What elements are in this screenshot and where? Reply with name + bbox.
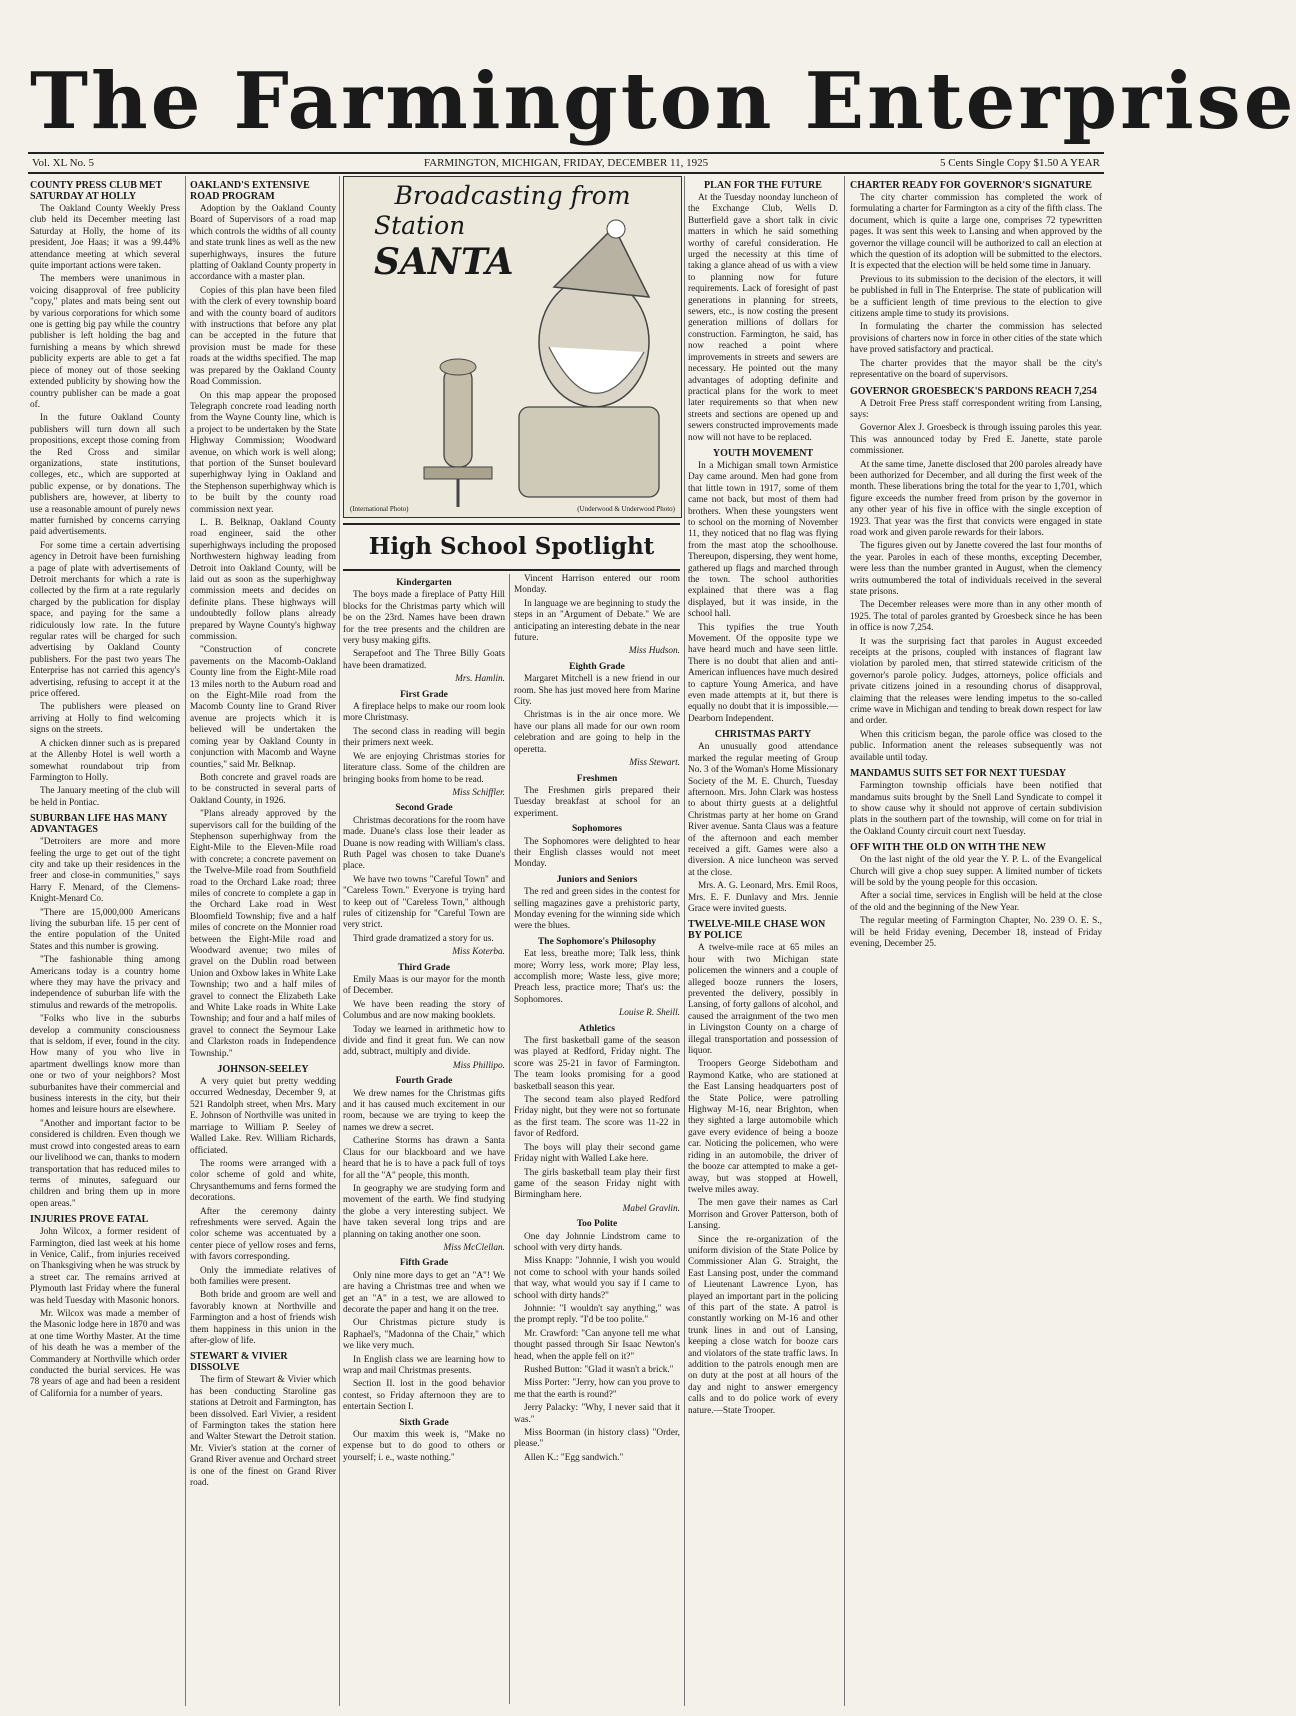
column-rule xyxy=(844,176,845,1706)
poem: Eat less, breathe more; Talk less, think more; Worry less, work more; Play less, accomplish more; Waste less, give more; Preach less, practice more; That's us: the Sophomores. xyxy=(514,949,680,1005)
paragraph: The Sophomores were delighted to hear their English classes would not meet Monday. xyxy=(514,836,680,870)
paragraph: In the future Oakland County publishers will turn down all such propositions, except those coming from the Red Cross and similar organizations, state institutions, colleges, etc., which are supported at public expense, or by donations. The publishers are, however, at liberty to use a reasonable amount of purely news matter furnished by concerns carrying paid advertisements. xyxy=(30,413,180,538)
paragraph: "Folks who live in the suburbs develop a community consciousness that is seldom, if ever, found in the city. How many of you who live in apartment dwellings know more than one or two of your neighbors? Most suburbanites have their commercial and business interests in the city, but their homes and leisure hours are elsewhere. xyxy=(30,1014,180,1116)
paragraph: Margaret Mitchell is a new friend in our room. She has just moved here from Marine City. xyxy=(514,674,680,708)
subhead: Athletics xyxy=(579,1023,615,1034)
paragraph: We have been reading the story of Columbus and are now making booklets. xyxy=(343,999,505,1022)
paragraph: One day Johnnie Lindstrom came to school with very dirty hands. xyxy=(514,1231,680,1253)
santa-feature-photo xyxy=(343,176,682,518)
paragraph: The second team also played Redford Friday night, but they were not so fortunate as the first team. The score was 11-22 in favor of Redford. xyxy=(514,1095,680,1140)
paragraph: After the ceremony dainty refreshments were served. Again the color scheme was accentuated by a center piece of yellow roses and ferns, with favors corresponding. xyxy=(190,1206,336,1263)
paragraph: Today we learned in arithmetic how to divide and find it great fun. We can now add, subtract, multiply and divide. xyxy=(343,1024,505,1058)
paragraph: The boys will play their second game Friday night with Walled Lake here. xyxy=(514,1142,680,1165)
signature: Louise R. Sheill. xyxy=(619,1008,680,1019)
headline: TWELVE-MILE CHASE WON BY POLICE xyxy=(688,919,826,942)
paragraph: Section II. lost in the good behavior contest, so Friday afternoon they are to entertain Section I. xyxy=(343,1379,505,1413)
volume-number: Vol. XL No. 5 xyxy=(32,157,95,169)
headline: PLAN FOR THE FUTURE xyxy=(704,180,822,191)
signature: Miss Schiffler. xyxy=(452,787,505,798)
paragraph: At the same time, Janette disclosed that 200 paroles already have been authorized for December, and all during the first week of the month. These liberations bring the total for the year to 1,701, which figure exceeds the number freed from prison by the governor in any other year of his five in office with the single exception of 1923. That year was the first that convicts were engaged in state road work and given parole rewards for their labors. xyxy=(850,459,1102,538)
column-rule xyxy=(185,176,186,1706)
paragraph: The publishers were pleased on arriving at Holly to find welcoming signs on the streets. xyxy=(30,702,180,736)
paragraph: "Detroiters are more and more feeling the urge to get out of the tight city and take up their residences in the freer and close-in communities," says Harry F. Menard, of the Clemens-Knight-Menard Co. xyxy=(30,837,180,905)
paragraph: The men gave their names as Carl Morrison and Grover Patterson, both of Lansing. xyxy=(688,1198,838,1232)
paragraph: Christmas decorations for the room have made. Duane's class lose their leader as Duane is now reading with William's class. Ruth Pagel was chosen to take Duane's place. xyxy=(343,815,505,872)
column-rule xyxy=(509,574,510,1704)
paragraph: Jerry Palacky: "Why, I never said that it was." xyxy=(514,1403,680,1425)
subhead: Too Polite xyxy=(576,1219,618,1230)
signature: Miss Stewart. xyxy=(629,758,680,769)
paragraph: The city charter commission has completed the work of formulating a charter for Farmington as a city of the fifth class. The document, which is quite a large one, comprises 72 typewritten pages. It was sent this week to Lansing and when approved by the governor the village council will be authorized to call an election at which the question of its adoption will be submitted to the electors. It is expected that the election will be held some time in January. xyxy=(850,193,1102,272)
feature-title-line: Broadcasting from xyxy=(394,181,631,210)
spotlight-column-2 xyxy=(514,574,680,1706)
paragraph: John Wilcox, a former resident of Farmington, died last week at his home in Venice, Calif., from injuries received on Thanksgiving when he was struck by a street car. The remains arrived at Plymouth last Friday where the funeral was held Tuesday with Masonic honors. xyxy=(30,1227,180,1306)
paragraph: We are enjoying Christmas stories for literature class. Some of the children are bringing books from home to be read. xyxy=(343,751,505,785)
column-5 xyxy=(688,176,838,1706)
paragraph: Since the re-organization of the uniform division of the State Police by Commissioner Alan G. Straight, the East Lansing post, under the command of Lieutenant Lawrence Lyon, has played an important part in the policing of this part of the state. A patrol is constantly working on M-16 and other trunk lines in and out of Lansing, keeping a close watch for booze cars and violators of the state traffic laws. In addition to the patrols enough men are on duty at the post at all hours of the day and night to answer emergency calls and to do police work of every nature.—State Trooper. xyxy=(688,1234,838,1416)
paragraph: The girls basketball team play their first game of the season Friday night with Birmingham here. xyxy=(514,1167,680,1201)
paragraph: Third grade dramatized a story for us. xyxy=(353,933,494,944)
paragraph: Vincent Harrison entered our room Monday. xyxy=(514,574,680,596)
headline: SUBURBAN LIFE HAS MANY ADVANTAGES xyxy=(30,813,168,836)
paragraph: The second class in reading will begin their primers next week. xyxy=(343,726,505,749)
paragraph: In English class we are learning how to wrap and mail Christmas presents. xyxy=(343,1354,505,1376)
paragraph: At the Tuesday noonday luncheon of the Exchange Club, Wells D. Butterfield gave a short talk in civic matters in which he said something worthy of careful consideration. He urged the necessity at this time of taking a glance ahead of us with a view to planning now for future requirements. Lack of foresight of past generations in planning for streets, sewers, etc., is now costing the present generation millions of dollars for construction. Farmington, he said, has now reached a point where improvements in streets and sewers are necessary. He pointed out the many advantages of adopting definite and practical plans for the work to meet later requirements so that when new streets and sections are opened up and sewers constructed improvements made now will not have to be replaced. xyxy=(688,193,838,443)
headline: GOVERNOR GROESBECK'S PARDONS REACH 7,254 xyxy=(850,385,1097,397)
subhead: The Sophomore's Philosophy xyxy=(537,936,657,947)
paragraph: After a social time, services in English will be held at the close of the old and the beginning of the New Year. xyxy=(850,891,1102,913)
paragraph: The figures given out by Janette covered the last four months of the year. Paroles in each of these months, excepting December, were less than the number granted in August, when the clemency writs outnumbered the total of individuals received in the several state prisons. xyxy=(850,541,1102,597)
paragraph: This typifies the true Youth Movement. Of the opposite type we have heard much and have seen little. There is no doubt that alien and anti-American influences have much desired to capture Young America, and have even made attempts at it, but there is equally no doubt that it is impossible.—Dearborn Independent. xyxy=(688,622,838,724)
paragraph: "The fashionable thing among Americans today is a country home where they may have the privacy and independence of suburban life with the stimulus and rewards of the metropolis. xyxy=(30,955,180,1011)
paragraph: For some time a certain advertising agency in Detroit have been furnishing a page of plate with advertisements of Detroit merchants for which a rate is collected by the firm at a rate regularly charged by the publication for display space, and paying for the same a ridiculously low rate. In the future regular rates will be charged for such advertising by Oakland County publishers. For the past two years The Enterprise has not carried this agency's advertising, refusing to accept it at the price offered. xyxy=(30,540,180,700)
paragraph: "There are 15,000,000 Americans living the suburban life. 15 per cent of the entire population of the United States and this number is growing. xyxy=(30,907,180,952)
feature-title-line: SANTA xyxy=(374,241,514,283)
paragraph: Farmington township officials have been notified that mandamus suits brought by the Snell Land Syndicate to compel it to show cause why it should not approve of certain subdivision plats in the southern part of the township, will come on for trial in the Oakland County circuit court next Tuesday. xyxy=(850,781,1102,837)
column-6 xyxy=(850,176,1102,1706)
paragraph: A fireplace helps to make our room look more Christmasy. xyxy=(343,702,505,724)
paragraph: Rushed Button: "Glad it wasn't a brick." xyxy=(524,1365,674,1375)
spotlight-header: High School Spotlight xyxy=(343,523,680,571)
paragraph: Mr. Wilcox was made a member of the Masonic lodge here in 1870 and was at one time Worthy Master. At the time of his death he was a member of the Commandery at Northville which order conducted the burial services. He was 78 years of age and had been a resident of California for a number of years. xyxy=(30,1308,181,1399)
column-2 xyxy=(190,176,336,1706)
paragraph: Miss Boorman (in history class) "Order, please." xyxy=(514,1428,680,1450)
subhead: Eighth Grade xyxy=(569,661,625,672)
headline: OFF WITH THE OLD ON WITH THE NEW xyxy=(850,842,1046,854)
feature-title-line: Station xyxy=(374,211,466,240)
paragraph: Both bride and groom are well and favorably known at Northville and Farmington and a host of friends wish them happiness in this union in the after-glow of life. xyxy=(190,1290,336,1346)
paragraph: Mr. Crawford: "Can anyone tell me what thought passed through Sir Isaac Newton's head, when the apple fell on it?" xyxy=(514,1328,680,1362)
photo-credit: (Underwood & Underwood Photo) xyxy=(577,505,675,513)
paragraph: Both concrete and gravel roads are to be constructed in several parts of Oakland County, in 1926. xyxy=(190,772,336,806)
photo-credit: (International Photo) xyxy=(350,505,409,513)
headline: INJURIES PROVE FATAL xyxy=(30,1214,149,1226)
paragraph: Troopers George Sidebotham and Raymond Katke, who are stationed at the East Lansing headquarters post of the State Police, were patrolling Highway M-16, near Brighton, when they sighted a large automobile which gave every evidence of being a booze car. Noticing the policemen, who were riding in an automobile, the driver of the booze car attempted to make a get-away, but was stopped at Howell, twelve miles away. xyxy=(688,1059,838,1195)
santa-radio-illustration xyxy=(344,177,681,517)
subhead: Sophomores xyxy=(572,824,622,835)
paragraph: The members were unanimous in voicing disapproval of free publicity "copy," plates and mats being sent out by various corporations for which some one is getting big pay while the country publisher is left holding the bag and furnishing a means by which shrewd publicity experts are able to get a fat piece of money out of those seeking extended publicity by showing how the country publisher can be made a goat of. xyxy=(30,274,180,410)
paragraph: "Another and important factor to be considered is children. Even though we must crowd into congested areas to earn our livelihood we can, thanks to modern transportation that has reduced miles to terms of minutes, safeguard our children and bring them up in more open areas." xyxy=(30,1118,181,1209)
signature: Miss McClellan. xyxy=(443,1242,505,1253)
paragraph: On this map appear the proposed Telegraph concrete road leading north from the Wayne County line, which is a project to be undertaken by the State Highway Commission; Woodward avenue, on which work is well along; that portion of the Sunset boulevard superhighway lying in Oakland and the Stephenson superhighway which is to be built by the county road commission next year. xyxy=(190,390,336,515)
paragraph: A Detroit Free Press staff correspondent writing from Lansing, says: xyxy=(850,398,1102,420)
paragraph: In a Michigan small town Armistice Day came around. Men had gone from that little town in 1917, some of them came not back, but most of them had brothers. When these youngsters went to school on the morning of November 11, they noticed that no flag was flying from the mast atop the schoolhouse. Thereupon, dispersing, they went home, gathered up flags and marched through the town. The school authorities explained that there was a flag displayed, but it was inside, in the school hall. xyxy=(688,460,838,620)
paragraph: Only nine more days to get an "A"! We are having a Christmas tree and when we get an "A" in a test, we are allowed to decorate the paper and hang it on the tree. xyxy=(343,1270,505,1315)
paragraph: A very quiet but pretty wedding occurred Wednesday, December 9, at 521 Randolph street, when Mrs. Mary E. Johnson of Northville was united in marriage to William P. Seeley of Walled Lake. Rev. William Richards, officiated. xyxy=(190,1077,336,1156)
column-rule xyxy=(339,176,340,1706)
paragraph: The firm of Stewart & Vivier which has been conducting Staroline gas stations at Detroit and Farmington, has been dissolved. Earl Vivier, a resident of Farmington takes the station here and Walter Stewart the Detroit station. Mr. Vivier's station at the corner of Grand River avenue and Orchard street is one of the finest on Grand River road. xyxy=(190,1375,336,1489)
dateline-bar xyxy=(28,152,1104,174)
paragraph: The charter provides that the mayor shall be the city's representative on the board of supervisors. xyxy=(850,358,1102,381)
subhead: Sixth Grade xyxy=(399,1417,449,1428)
paragraph: When this criticism began, the parole office was closed to the public. Information anent the releases subsequently was not available until today. xyxy=(850,729,1102,763)
paragraph: Miss Porter: "Jerry, how can you prove to me that the earth is round?" xyxy=(514,1378,680,1400)
paragraph: "Plans already approved by the supervisors call for the building of the Stephenson superhighway from the Eight-Mile to the Eleven-Mile road with concrete; a concrete pavement on the Twelve-Mile road from Southfield road to the Orchard Lake road; three miles of concrete to complete a gap in the Orchard Lake road in West Bloomfield Township; five and a half miles of concrete on the Monnier road between the Eight-Mile road and Woodward avenue; two miles of gravel on the Dublin road between Union and Oxbow lakes in White Lake Township; two and a half miles of gravel to connect the Elizabeth Lake and White Lake roads in White Lake Township; and four and a half miles of gravel to connect the Seymour Lake and Clarkston roads in Independence Township." xyxy=(190,809,336,1059)
paragraph: Christmas is in the air once more. We have our plans all made for our own room celebration and are going to help in the operetta. xyxy=(514,710,680,755)
subhead: First Grade xyxy=(400,689,448,700)
subhead: Second Grade xyxy=(395,803,453,814)
paragraph: Catherine Storms has drawn a Santa Claus for our blackboard and we have heard that he is to have a pack full of toys for all the "A" people, this month. xyxy=(343,1136,505,1181)
signature: Miss Koterba. xyxy=(452,947,505,958)
dateline-place-date: FARMINGTON, MICHIGAN, FRIDAY, DECEMBER 11, 1925 xyxy=(423,157,709,169)
paragraph: The boys made a fireplace of Patty Hill blocks for the Christmas party which will be on the 23rd. Names have been drawn for the tree presents and the children are very busy making gifts. xyxy=(343,590,505,647)
subhead: Juniors and Seniors xyxy=(556,874,638,885)
headline: OAKLAND'S EXTENSIVE ROAD PROGRAM xyxy=(190,180,310,202)
paragraph: The first basketball game of the season was played at Redford, Friday night. The score was 25-21 in favor of Farmington. The team looks promising for a good basketball season this year. xyxy=(514,1036,680,1092)
headline: YOUTH MOVEMENT xyxy=(712,447,814,459)
paragraph: Johnnie: "I wouldn't say anything," was the prompt reply. "I'd be too polite." xyxy=(514,1303,680,1326)
paragraph: In formulating the charter the commission has selected provisions of charters now in force in other cities of the state which have proved satisfactory and practical. xyxy=(850,322,1102,356)
paragraph: A chicken dinner such as is prepared at the Allenby Hotel is well worth a somewhat roundabout trip from Farmington to Holly. xyxy=(30,738,180,783)
photo-credits xyxy=(350,505,675,513)
paragraph: Miss Knapp: "Johnnie, I wish you would not come to school with your hands soiled that way, what would you say if I came to school with dirty hands?" xyxy=(514,1256,680,1301)
signature: Mabel Gravlin. xyxy=(622,1203,680,1214)
paragraph: A twelve-mile race at 65 miles an hour with two Michigan state policemen the winners and a couple of alleged booze runners the losers, prevented the delivery, possibly in Lansing, of forty gallons of alcohol, and caused the arraignment of the two men in Livingston County on a charge of illegal transportation and possession of liquor. xyxy=(688,943,838,1057)
paragraph: On the last night of the old year the Y. P. L. of the Evangelical Church will give a chop suey supper. A limited number of tickets will be sold by the young people for this occasion. xyxy=(850,855,1102,888)
headline: MANDAMUS SUITS SET FOR NEXT TUESDAY xyxy=(850,768,1067,780)
subhead: Freshmen xyxy=(576,773,618,784)
paragraph: Only the immediate relatives of both families were present. xyxy=(190,1265,336,1287)
paragraph: The January meeting of the club will be held in Pontiac. xyxy=(30,786,180,808)
column-1 xyxy=(30,176,180,1706)
subhead: Third Grade xyxy=(398,962,450,973)
paragraph: The rooms were arranged with a color scheme of gold and white, Chrysanthemums and ferns formed the decorations. xyxy=(190,1158,336,1204)
paragraph: Mrs. A. G. Leonard, Mrs. Emil Roos, Mrs. E. F. Dunlavy and Mrs. Jennie Grace were invited guests. xyxy=(688,881,838,914)
paragraph: "Construction of concrete pavements on the Macomb-Oakland County line from the Eight-Mile road 13 miles north to the Auburn road and on the Eight-Mile road from the Macomb County line to Grand River avenue are projects which it is believed will be undertaken the coming year by Oakland County in conjunction with Macomb and Wayne counties," said Mr. Belknap. xyxy=(190,645,336,770)
paragraph: The regular meeting of Farmington Chapter, No. 239 O. E. S., will be held Friday evening, December 18, instead of Friday evening, December 25. xyxy=(850,916,1102,949)
paragraph: An unusually good attendance marked the regular meeting of Group No. 3 of the Woman's Home Missionary Society of the M. E. Church, Tuesday afternoon. Mrs. John Clark was hostess to about thirty guests at a delightful Christmas party at her home on Grand River avenue. Santa Claus was a feature of the afternoon and each member received a gift. Games were also a diversion. A nice luncheon was served at the close. xyxy=(688,742,838,878)
paragraph: Governor Alex J. Groesbeck is through issuing paroles this year. This was announced today by Fred E. Janette, state parole commissioner. xyxy=(850,423,1102,457)
signature: Miss Hudson. xyxy=(628,646,680,657)
paragraph: The Freshmen girls prepared their Tuesday breakfast at school for an experiment. xyxy=(514,785,680,819)
subhead: Fourth Grade xyxy=(395,1076,453,1087)
paragraph: The December releases were more than in any other month of 1925. The total of paroles granted by Groesbeck since he has been in office is now 7,254. xyxy=(850,600,1102,634)
headline: JOHNSON-SEELEY xyxy=(217,1064,309,1076)
subhead: Fifth Grade xyxy=(399,1258,449,1269)
subhead: Kindergarten xyxy=(396,578,452,588)
price-line: 5 Cents Single Copy $1.50 A YEAR xyxy=(939,157,1100,169)
paragraph: The Oakland County Weekly Press club held its December meeting last Saturday at Holly, the home of its president, Joe Haas; it was a 99.44% attendance meeting at which several quite important actions were taken. xyxy=(30,204,180,272)
paragraph: It was the surprising fact that paroles in August exceeded receipts at the prisons, coupled with instances of flagrant law violation by paroled men, that stirred statewide criticism of the governor's parole policy. Judges, attorneys, police officials and private citizens joined in a resounding chorus of disapproval, claiming that the releases were lending impetus to the so-called crime wave in Michigan and tending to break down respect for law and order. xyxy=(850,636,1102,727)
column-rule xyxy=(684,176,685,1706)
paragraph: We drew names for the Christmas gifts and it has caused much excitement in our room, because we are trying to keep the names we drew a secret. xyxy=(343,1088,505,1133)
paragraph: In geography we are studying form and movement of the earth. We find studying the globe a very interesting subject. We have taken several long trips and are planning on taking another one soon. xyxy=(343,1183,505,1240)
masthead-title: The Farmington Enterprise xyxy=(30,56,1296,147)
paragraph: Allen K.: "Egg sandwich." xyxy=(524,1452,624,1463)
spotlight-column-1 xyxy=(343,574,505,1706)
paragraph: Our Christmas picture study is Raphael's, "Madonna of the Chair," which we like very much. xyxy=(343,1318,505,1352)
paragraph: In language we are beginning to study the steps in an "Argument of Debate." We are anticipating an interesting debate in the near future. xyxy=(514,598,680,644)
paragraph: Serapefoot and The Three Billy Goats have been dramatized. xyxy=(343,649,505,671)
paragraph: Adoption by the Oakland County Board of Supervisors of a road map which controls the widths of all county and state trunk lines as well as the new superhighways, insures the future platting of Oakland County property in accordance with a master plan. xyxy=(190,204,336,283)
paragraph: We have two towns "Careful Town" and "Careless Town." Everyone is trying hard to keep out of "Careless Town," although rules of citizenship for "Careful Town are very strict. xyxy=(343,874,505,931)
signature: Mrs. Hamlin. xyxy=(455,674,505,685)
headline: CHARTER READY FOR GOVERNOR'S SIGNATURE xyxy=(850,180,1092,191)
headline: STEWART & VIVIER DISSOLVE xyxy=(190,1351,288,1374)
paragraph: Copies of this plan have been filed with the clerk of every township board and with the county board of auditors with instructions that before any plat can be accepted in the future that provision must be made for these roads at the widths specified. The map was prepared by the Oakland County Road Commission. xyxy=(190,285,336,388)
headline: CHRISTMAS PARTY xyxy=(714,729,812,741)
paragraph: Emily Maas is our mayor for the month of December. xyxy=(343,975,505,997)
paragraph: Previous to its submission to the decision of the electors, it will be published in full in The Enterprise. The state of publication will be a sufficient length of time previous to the election to give citizens ample time to study its provisions. xyxy=(850,274,1102,320)
signature: Miss Phillipo. xyxy=(452,1060,505,1071)
headline: COUNTY PRESS CLUB MET SATURDAY AT HOLLY xyxy=(30,180,162,202)
paragraph: Our maxim this week is, "Make no expense but to do good to others or yourself; i. e., waste nothing." xyxy=(343,1430,505,1463)
paragraph: The red and green sides in the contest for selling magazines gave a prehistoric party, Monday evening for the winning side which were the blues. xyxy=(514,887,680,932)
paragraph: L. B. Belknap, Oakland County road engineer, said the other superhighways including the proposed Northwestern highway leading from Detroit into Oakland County, will be laid out as soon as the superhighway commission meets and decides on definite plans. These highways will undoubtedly follow plans already prepared by Wayne County's highway commission. xyxy=(190,517,336,643)
